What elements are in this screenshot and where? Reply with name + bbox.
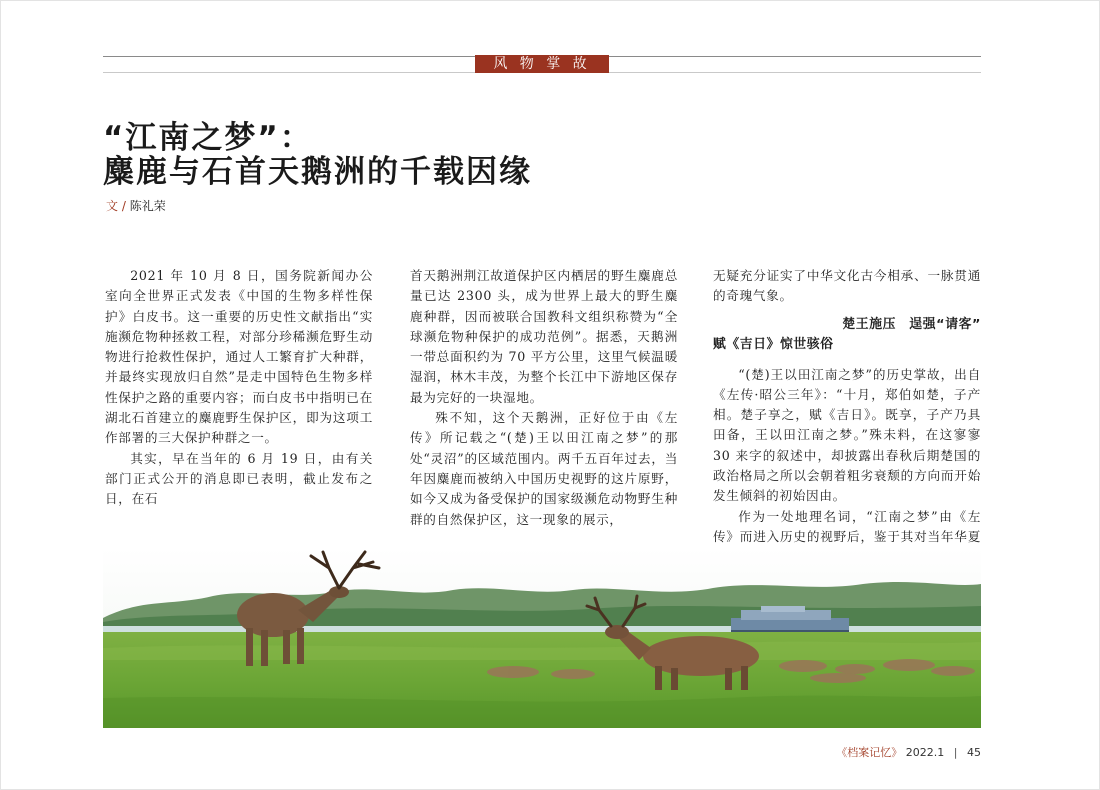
text-column-2: [410, 266, 678, 530]
paragraph: 其实，早在当年的 6 月 19 日，由有关部门正式公开的消息即已表明，截止发布之日，在石: [105, 450, 373, 507]
issue-number: 2022.1: [905, 746, 945, 759]
paragraph: 殊不知，这个天鹅洲，正好位于由《左传》所记载之“(楚)王以田江南之梦”的那处“灵沼”的区域范围内。两千五百年过去，当年因麋鹿而被纳入中国历史视野的这片原野，如今又成为备受保护的国家级濒危动物野生种群的自然保护区，这一现象的展示，: [410, 410, 678, 527]
paragraph: 作为一处地理名词，“江南之梦”由《左传》而进入历史的视野后，鉴于其对当年华夏: [713, 508, 981, 544]
article-title-line2: 麋鹿与石首天鹅洲的千载因缘: [103, 154, 532, 190]
paragraph: 无疑充分证实了中华文化古今相承、一脉贯通的奇瑰气象。: [713, 268, 981, 304]
section-subhead: [713, 315, 981, 355]
paragraph: “(楚)王以田江南之梦”的历史掌故，出自《左传·昭公三年》：“十月，郑伯如楚，子产相。楚子享之，赋《吉日》。既享，子产乃具田备，王以田江南之梦。”殊未料，在这寥寥 30 来字的叙述中，却披露出春秋后期楚国的政治格局之所以会朝着粗劣衰颓的方向而开始发生倾斜的初始因由。: [713, 366, 981, 504]
page-footer: [700, 744, 981, 760]
text-column-3: [713, 266, 981, 568]
byline-lead: 文 /: [106, 199, 130, 213]
page-number: 45: [967, 746, 981, 759]
author-name: 陈礼荣: [129, 199, 166, 213]
paragraph: 2021 年 10 月 8 日，国务院新闻办公室向全世界正式发表《中国的生物多样性保护》白皮书。这一重要的历史性文献指出“实施濒危物种拯救工程，对部分珍稀濒危野生动物进行抢救性保护，通过人工繁育扩大种群，并最终实现放归自然”是走中国特色生物多样性保护之路的重要内容；而白皮书中指明已在湖北石首建立的麋鹿野生保护区，即为这项工作部署的三大保护种群之一。: [105, 268, 373, 446]
byline: [106, 197, 166, 214]
subhead-line2: 赋《吉日》惊世骇俗: [713, 336, 834, 352]
column-tag: 风 物 掌 故: [475, 55, 609, 73]
magazine-name: 《档案记忆》: [836, 746, 903, 759]
article-title-line1: “江南之梦”：: [103, 120, 313, 156]
deer-photo: [103, 548, 981, 728]
footer-divider: |: [953, 746, 958, 759]
text-column-1: [105, 266, 373, 510]
subhead-line1: 楚王施压 逞强“请客”: [842, 316, 981, 332]
paragraph: 首天鹅洲荆江故道保护区内栖居的野生麋鹿总量已达 2300 头，成为世界上最大的野生麋鹿种群，因而被联合国教科文组织称赞为“全球濒危物种保护的成功范例”。据悉，天鹅洲一带总面积约为 70 平方公里，这里气候温暖湿润，林木丰茂，为整个长江中下游地区保存最为完好的一块湿地。: [410, 268, 678, 405]
